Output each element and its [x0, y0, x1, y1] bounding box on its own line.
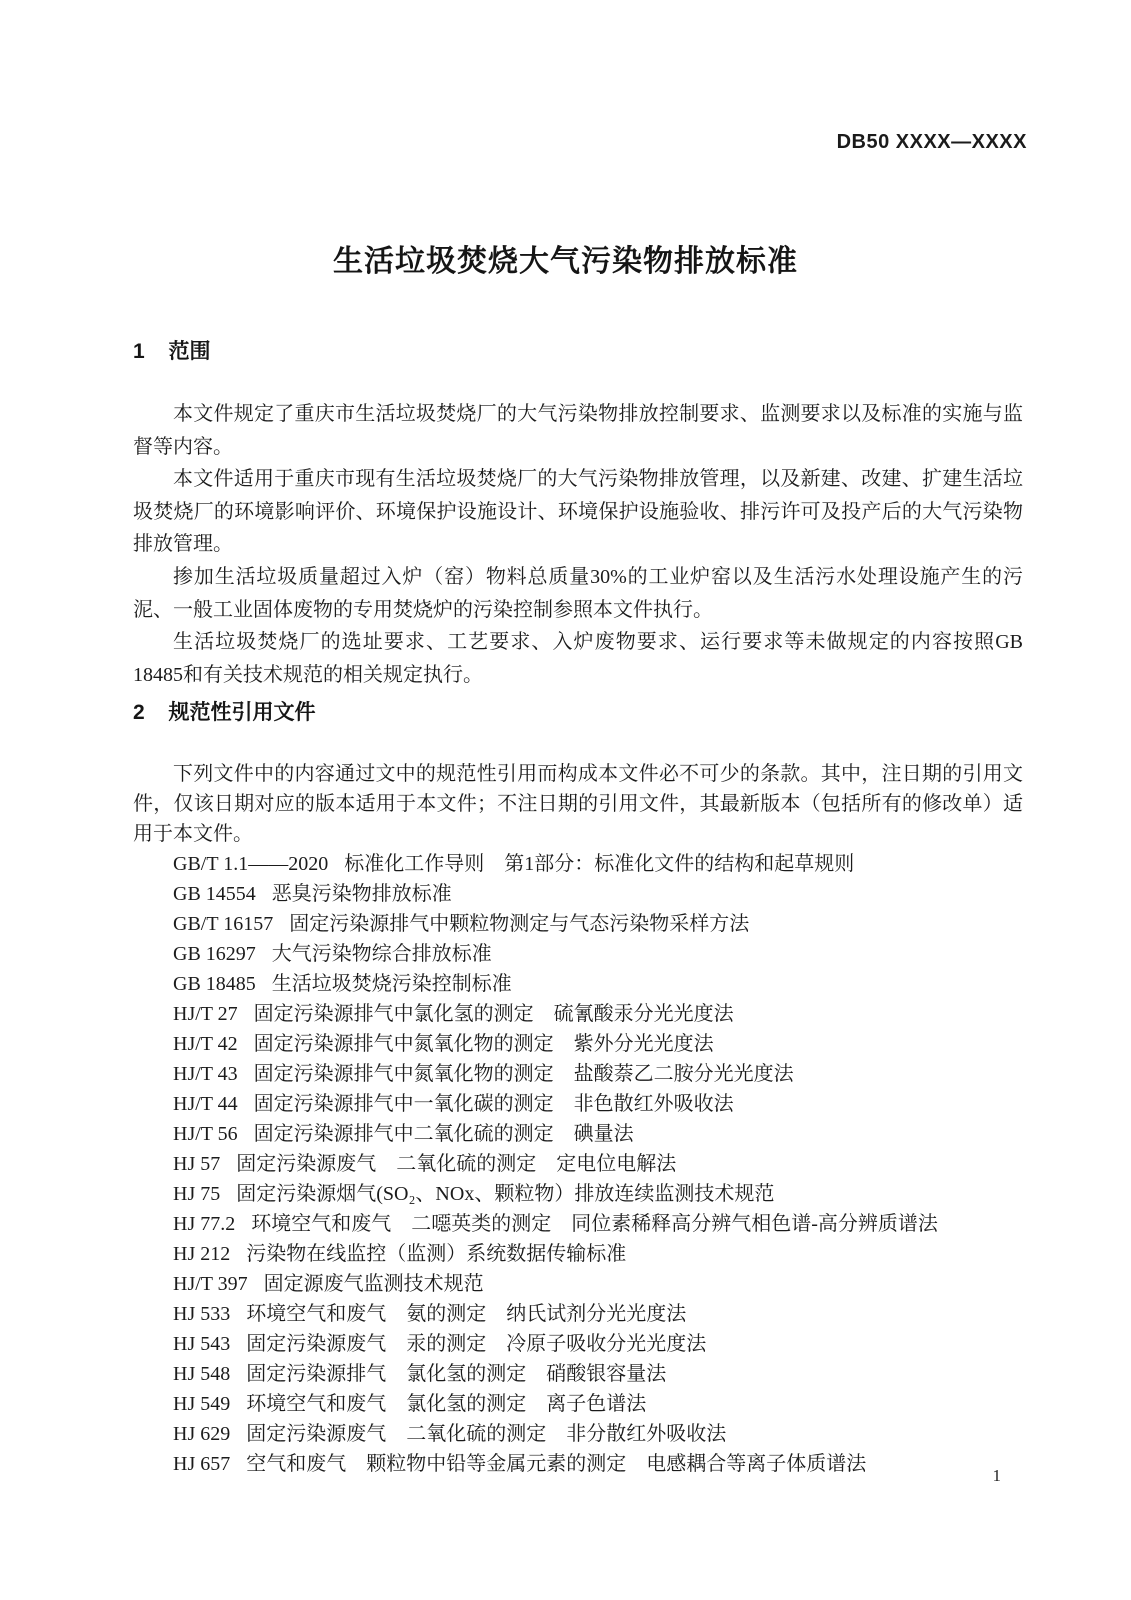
reference-title: 恶臭污染物排放标准	[271, 883, 452, 906]
reference-item	[133, 879, 1023, 909]
reference-title: 空气和废气 颗粒物中铅等金属元素的测定 电感耦合等离子体质谱法	[246, 1453, 867, 1476]
reference-item	[133, 1389, 1023, 1419]
reference-title: 固定污染源废气 二氧化硫的测定 定电位电解法	[236, 1153, 677, 1176]
reference-item	[133, 1179, 1023, 1209]
page-number: 1	[992, 1466, 1001, 1485]
reference-code: HJ 57	[173, 1153, 221, 1176]
section-1-number: 1	[133, 340, 145, 363]
reference-list	[133, 849, 1023, 1479]
reference-code: GB 16297	[173, 943, 256, 966]
reference-item	[133, 1269, 1023, 1299]
reference-code: HJ 629	[173, 1423, 231, 1446]
reference-item	[133, 1449, 1023, 1479]
reference-code: HJ/T 397	[173, 1273, 248, 1296]
reference-title: 固定污染源废气 二氧化硫的测定 非分散红外吸收法	[246, 1423, 727, 1446]
reference-code: HJ/T 27	[173, 1003, 238, 1026]
reference-title: 环境空气和废气 二噁英类的测定 同位素稀释高分辨气相色谱-高分辨质谱法	[251, 1213, 938, 1236]
reference-title: 固定污染源排气中氮氧化物的测定 紫外分光光度法	[253, 1033, 714, 1056]
reference-title: 固定污染源排气中二氧化硫的测定 碘量法	[253, 1123, 634, 1146]
reference-item	[133, 1209, 1023, 1239]
reference-title: 污染物在线监控（监测）系统数据传输标准	[246, 1243, 627, 1266]
reference-item	[133, 1119, 1023, 1149]
reference-code: HJ/T 42	[173, 1033, 238, 1056]
reference-item	[133, 1029, 1023, 1059]
reference-item	[133, 909, 1023, 939]
reference-title: 生活垃圾焚烧污染控制标准	[271, 973, 512, 996]
reference-code: GB 14554	[173, 883, 256, 906]
reference-code: GB 18485	[173, 973, 256, 996]
reference-code: HJ 212	[173, 1243, 231, 1266]
reference-item	[133, 999, 1023, 1029]
reference-code: HJ/T 56	[173, 1123, 238, 1146]
reference-item	[133, 1359, 1023, 1389]
reference-title: 标准化工作导则 第1部分：标准化文件的结构和起草规则	[344, 853, 855, 876]
reference-code: HJ 543	[173, 1333, 231, 1356]
reference-item	[133, 1059, 1023, 1089]
reference-code: HJ/T 44	[173, 1093, 238, 1116]
section-1-paragraph-2: 本文件适用于重庆市现有生活垃圾焚烧厂的大气污染物排放管理，以及新建、改建、扩建生活垃圾焚烧厂的环境影响评价、环境保护设施设计、环境保护设施验收、排污许可及投产后的大气污染物排放管理。	[133, 468, 1023, 556]
page-title: 生活垃圾焚烧大气污染物排放标准	[333, 245, 798, 278]
reference-code: HJ 533	[173, 1303, 231, 1326]
section-1-title: 范围	[168, 340, 211, 363]
reference-title: 固定污染源排气中氮氧化物的测定 盐酸萘乙二胺分光光度法	[253, 1063, 794, 1086]
reference-item	[133, 1329, 1023, 1359]
reference-title: 大气污染物综合排放标准	[271, 943, 492, 966]
section-2-heading	[133, 699, 1023, 727]
reference-title: 环境空气和废气 氨的测定 纳氏试剂分光光度法	[246, 1303, 687, 1326]
reference-item	[133, 1149, 1023, 1179]
reference-title: 固定污染源烟气(SO₂、NOx、颗粒物）排放连续监测技术规范	[236, 1183, 775, 1206]
section-1-paragraph-3: 掺加生活垃圾质量超过入炉（窑）物料总质量30%的工业炉窑以及生活污水处理设施产生的污泥、一般工业固体废物的专用焚烧炉的污染控制参照本文件执行。	[133, 565, 1023, 621]
section-2-title: 规范性引用文件	[168, 701, 316, 725]
reference-code: HJ 77.2	[173, 1213, 236, 1236]
section-1-heading	[133, 338, 1023, 366]
section-1-paragraph-1: 本文件规定了重庆市生活垃圾焚烧厂的大气污染物排放控制要求、监测要求以及标准的实施与监督等内容。	[133, 403, 1023, 458]
section-2-paragraph-1: 下列文件中的内容通过文中的规范性引用而构成本文件必不可少的条款。其中，注日期的引用文件，仅该日期对应的版本适用于本文件；不注日期的引用文件，其最新版本（包括所有的修改单）适用于本文件。	[133, 763, 1023, 846]
reference-title: 固定污染源排气中颗粒物测定与气态污染物采样方法	[289, 913, 750, 936]
reference-title: 固定源废气监测技术规范	[263, 1273, 484, 1296]
reference-title: 固定污染源排气中一氧化碳的测定 非色散红外吸收法	[253, 1093, 734, 1116]
reference-item	[133, 1299, 1023, 1329]
reference-item	[133, 1089, 1023, 1119]
reference-item	[133, 939, 1023, 969]
reference-code: GB/T 16157	[173, 913, 274, 936]
reference-title: 固定污染源废气 汞的测定 冷原子吸收分光光度法	[246, 1333, 707, 1356]
reference-item	[133, 1419, 1023, 1449]
reference-code: HJ/T 43	[173, 1063, 238, 1086]
document-content	[133, 338, 1023, 1479]
doc-code: DB50 XXXX—XXXX	[836, 131, 1027, 153]
reference-code: HJ 657	[173, 1453, 231, 1476]
section-1-paragraph-4: 生活垃圾焚烧厂的选址要求、工艺要求、入炉废物要求、运行要求等未做规定的内容按照GB 18485和有关技术规范的相关规定执行。	[133, 631, 1023, 686]
reference-code: GB/T 1.1——2020	[173, 853, 329, 876]
reference-title: 环境空气和废气 氯化氢的测定 离子色谱法	[246, 1393, 647, 1416]
reference-item	[133, 1239, 1023, 1269]
reference-title: 固定污染源排气中氯化氢的测定 硫氰酸汞分光光度法	[253, 1003, 734, 1026]
reference-title: 固定污染源排气 氯化氢的测定 硝酸银容量法	[246, 1363, 667, 1386]
section-2-number: 2	[133, 701, 145, 725]
reference-code: HJ 549	[173, 1393, 231, 1416]
reference-code: HJ 75	[173, 1183, 221, 1206]
reference-code: HJ 548	[173, 1363, 231, 1386]
reference-item	[133, 969, 1023, 999]
reference-item	[133, 849, 1023, 879]
